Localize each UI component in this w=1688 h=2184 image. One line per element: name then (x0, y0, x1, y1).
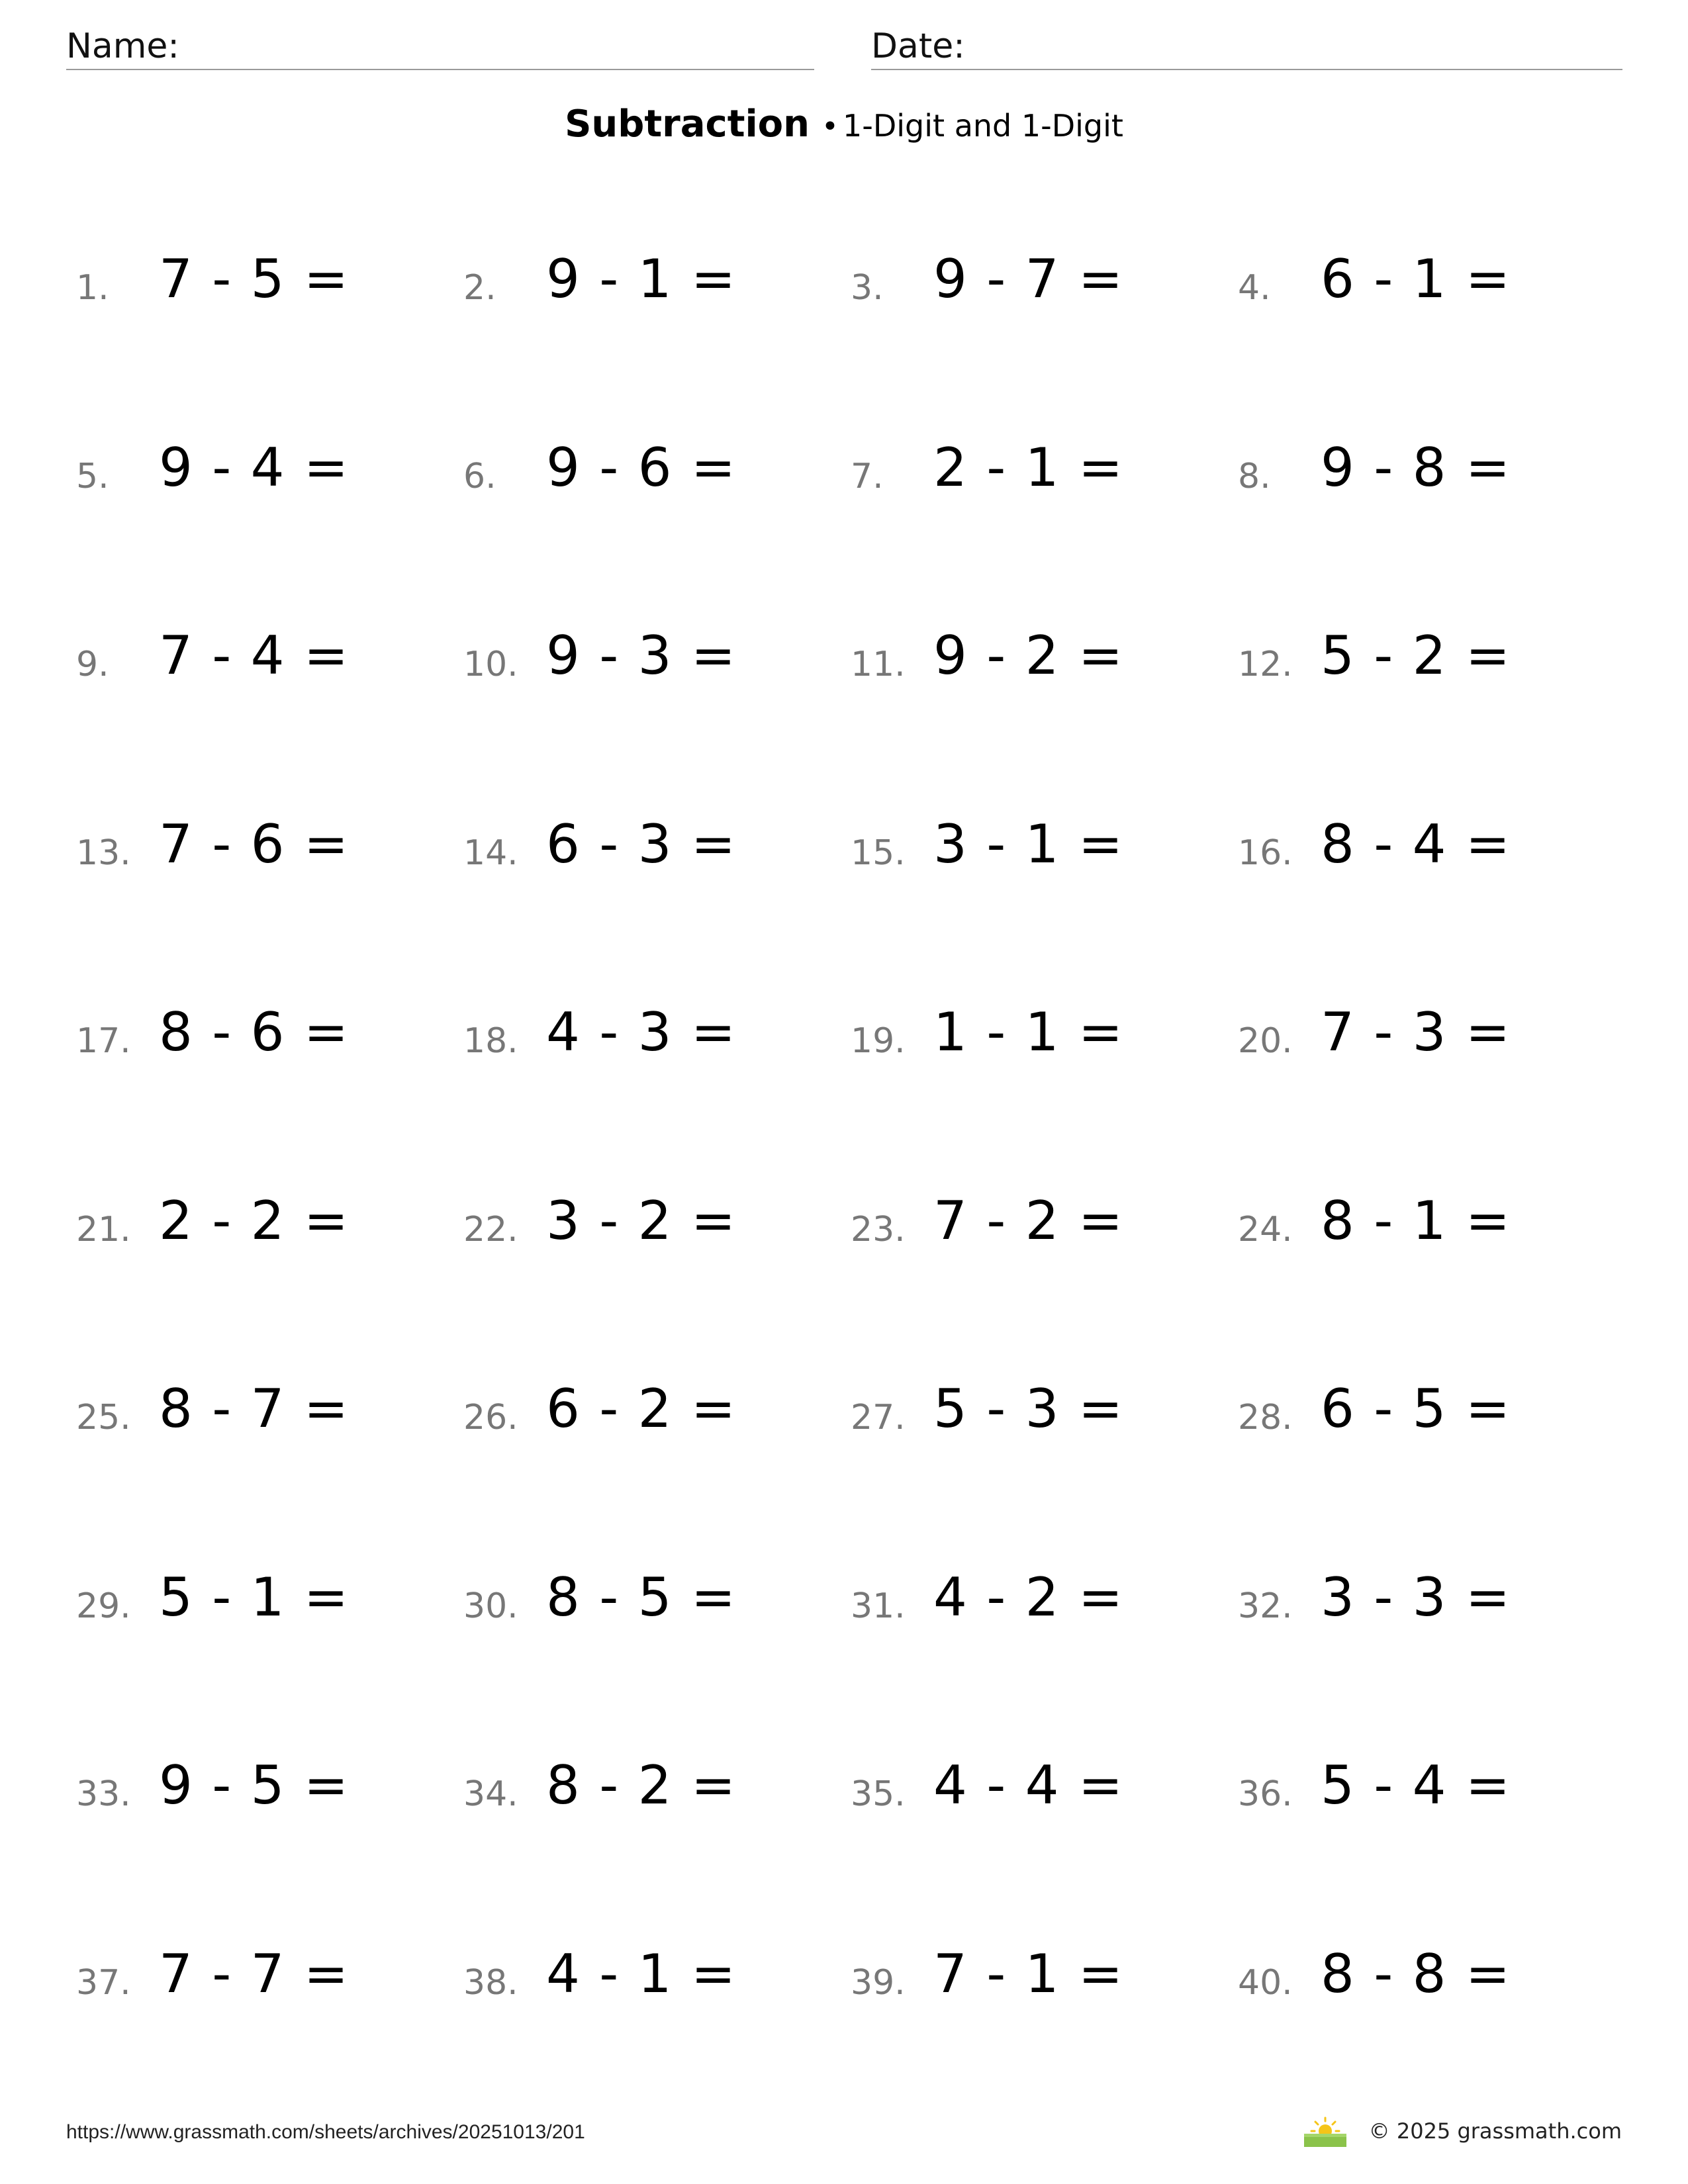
problem-number: 29. (76, 1586, 131, 1626)
problem-number: 18. (463, 1021, 518, 1061)
problem-expression: 2 - 1 = (933, 436, 1124, 498)
problem-number: 7. (851, 456, 884, 496)
problem-expression: 5 - 2 = (1321, 625, 1511, 686)
problem-number: 23. (851, 1209, 906, 1250)
name-field[interactable] (66, 25, 814, 70)
problem-number: 26. (463, 1398, 518, 1437)
problem-expression: 7 - 1 = (933, 1942, 1124, 2005)
problem-number: 12. (1238, 645, 1293, 684)
problem-number: 37. (76, 1962, 131, 2003)
date-field[interactable] (871, 25, 1622, 70)
worksheet-title (0, 103, 1688, 146)
problem-number: 33. (76, 1774, 131, 1814)
problem-number: 21. (76, 1209, 131, 1250)
problem-expression: 5 - 3 = (933, 1378, 1124, 1439)
problem-number: 24. (1238, 1209, 1293, 1250)
problem-expression: 1 - 1 = (933, 1001, 1124, 1063)
problem-expression: 9 - 5 = (159, 1754, 350, 1816)
problem-number: 16. (1238, 833, 1293, 873)
problem-expression: 4 - 1 = (546, 1942, 737, 2005)
problem-expression: 5 - 4 = (1321, 1754, 1511, 1816)
problem-number: 6. (463, 456, 496, 496)
problem-expression: 8 - 2 = (546, 1754, 737, 1816)
problem-expression: 6 - 5 = (1321, 1378, 1511, 1439)
problem-number: 15. (851, 833, 906, 873)
problem-number: 3. (851, 268, 884, 308)
problem-number: 19. (851, 1021, 906, 1061)
copyright: © 2025 grassmath.com (1368, 2118, 1622, 2144)
problem-number: 28. (1238, 1398, 1293, 1437)
problem-expression: 9 - 8 = (1321, 436, 1511, 498)
problem-number: 1. (76, 268, 109, 308)
problem-expression: 2 - 2 = (159, 1189, 350, 1251)
problem-number: 22. (463, 1209, 518, 1250)
problem-expression: 9 - 3 = (546, 625, 737, 686)
problem-number: 8. (1238, 456, 1271, 496)
problem-number: 36. (1238, 1774, 1293, 1814)
footer-url: https://www.grassmath.com/sheets/archives/20251013/201 (66, 2121, 585, 2143)
problem-number: 10. (463, 645, 518, 684)
problem-expression: 7 - 5 = (159, 248, 350, 310)
problem-number: 38. (463, 1962, 518, 2003)
problem-number: 17. (76, 1021, 131, 1061)
problem-expression: 6 - 1 = (1321, 248, 1511, 310)
problem-expression: 8 - 7 = (159, 1378, 350, 1439)
problem-expression: 8 - 5 = (546, 1566, 737, 1628)
footer-brand (1301, 2111, 1622, 2151)
problem-expression: 9 - 7 = (933, 248, 1124, 310)
problem-number: 30. (463, 1586, 518, 1626)
problem-number: 2. (463, 268, 496, 308)
problem-number: 11. (851, 645, 906, 684)
title-subtitle: 1-Digit and 1-Digit (842, 108, 1123, 144)
problem-expression: 4 - 3 = (546, 1001, 737, 1063)
problem-number: 27. (851, 1398, 906, 1437)
problem-expression: 4 - 2 = (933, 1566, 1124, 1628)
problem-number: 34. (463, 1774, 518, 1814)
problem-expression: 9 - 4 = (159, 436, 350, 498)
problem-expression: 8 - 1 = (1321, 1189, 1511, 1251)
problem-expression: 7 - 7 = (159, 1942, 350, 2005)
problem-expression: 5 - 1 = (159, 1566, 350, 1628)
problem-number: 14. (463, 833, 518, 873)
problem-expression: 7 - 2 = (933, 1189, 1124, 1251)
problem-number: 4. (1238, 268, 1271, 308)
problem-expression: 7 - 4 = (159, 625, 350, 686)
problem-expression: 7 - 6 = (159, 813, 350, 875)
date-label: Date: (871, 26, 965, 66)
sun-over-grass-icon (1301, 2114, 1349, 2148)
problem-expression: 9 - 2 = (933, 625, 1124, 686)
name-label: Name: (66, 26, 179, 66)
problem-number: 39. (851, 1962, 906, 2003)
title-main: Subtraction (565, 103, 810, 146)
title-separator: • (821, 110, 839, 144)
problem-number: 9. (76, 645, 109, 684)
problem-number: 13. (76, 833, 131, 873)
problem-number: 25. (76, 1398, 131, 1437)
problem-expression: 8 - 6 = (159, 1001, 350, 1063)
problem-expression: 4 - 4 = (933, 1754, 1124, 1816)
problem-expression: 6 - 3 = (546, 813, 737, 875)
problem-expression: 6 - 2 = (546, 1378, 737, 1439)
problem-expression: 3 - 3 = (1321, 1566, 1511, 1628)
problem-grid (76, 248, 1625, 2154)
problem-expression: 9 - 1 = (546, 248, 737, 310)
problem-expression: 7 - 3 = (1321, 1001, 1511, 1063)
problem-expression: 9 - 6 = (546, 436, 737, 498)
problem-expression: 3 - 1 = (933, 813, 1124, 875)
problem-number: 20. (1238, 1021, 1293, 1061)
problem-expression: 3 - 2 = (546, 1189, 737, 1251)
problem-expression: 8 - 4 = (1321, 813, 1511, 875)
problem-number: 35. (851, 1774, 906, 1814)
problem-number: 5. (76, 456, 109, 496)
problem-number: 40. (1238, 1962, 1293, 2003)
problem-number: 31. (851, 1586, 906, 1626)
problem-number: 32. (1238, 1586, 1293, 1626)
problem-expression: 8 - 8 = (1321, 1942, 1511, 2005)
